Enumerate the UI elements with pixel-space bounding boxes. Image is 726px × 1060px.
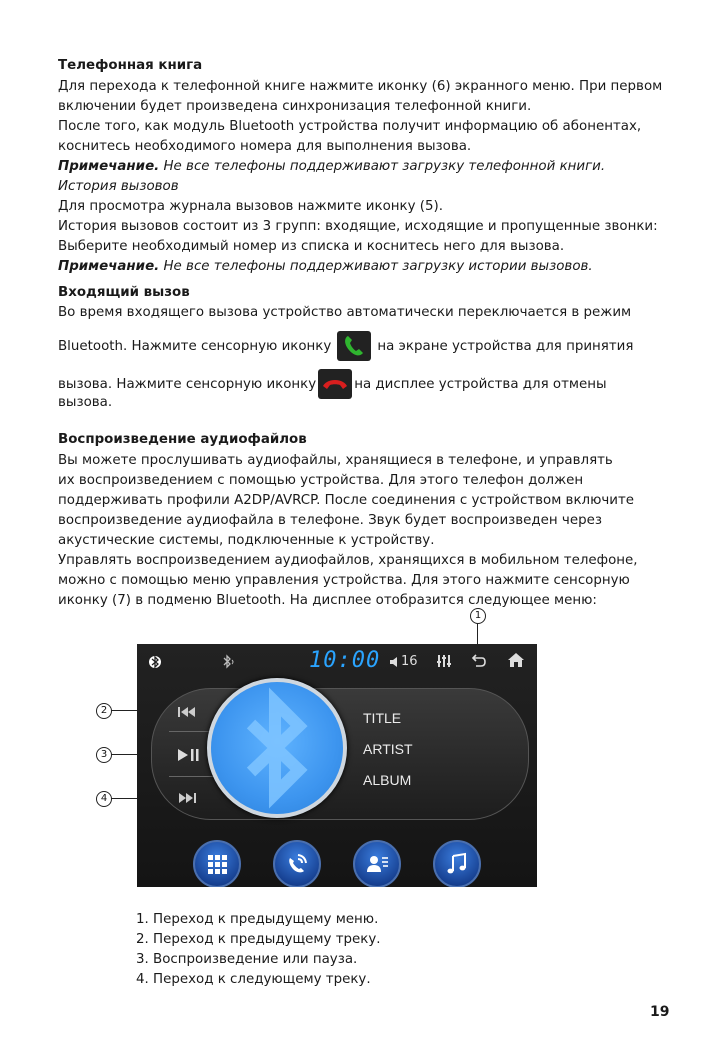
paragraph: Для просмотра журнала вызовов нажмите иконку (5). xyxy=(58,199,444,214)
paragraph: воспроизведение аудиофайла в телефоне. Звук будет воспроизведен через xyxy=(58,513,602,528)
track-artist: ARTIST xyxy=(363,741,413,757)
keypad-icon xyxy=(205,852,229,876)
paragraph: поддерживать профили A2DP/AVRCP. После соединения с устройством включите xyxy=(58,493,635,508)
text: на экране устройства для принятия xyxy=(377,339,634,354)
paragraph: Для перехода к телефонной книге нажмите иконку (6) экранного меню. При первом xyxy=(58,79,663,94)
keypad-button[interactable] xyxy=(193,840,241,887)
accept-call-icon xyxy=(337,331,371,361)
paragraph: можно с помощью меню управления устройства. Для этого нажмите сенсорную xyxy=(58,573,630,588)
legend-item: 2. Переход к предыдущему треку. xyxy=(136,932,381,947)
callout-1: 1 xyxy=(470,608,486,624)
text: на дисплее устройства для отмены xyxy=(354,377,607,392)
contacts-button[interactable] xyxy=(353,840,401,887)
call-log-button[interactable] xyxy=(273,840,321,887)
album-art-bluetooth xyxy=(207,678,347,818)
paragraph: Вы можете прослушивать аудиофайлы, хранящиеся в телефоне, и управлять xyxy=(58,453,613,468)
paragraph: После того, как модуль Bluetooth устройства получит информацию об абонентах, xyxy=(58,119,642,134)
paragraph: История вызовов состоит из 3 групп: входящие, исходящие и пропущенные звонки: xyxy=(58,219,658,234)
legend-item: 4. Переход к следующему треку. xyxy=(136,972,371,987)
play-pause-icon[interactable] xyxy=(177,748,199,762)
page-number: 19 xyxy=(650,1004,670,1020)
paragraph: Управлять воспроизведением аудиофайлов, хранящихся в мобильном телефоне, xyxy=(58,553,638,568)
paragraph-accept xyxy=(58,331,633,362)
text: Bluetooth. Нажмите сенсорную иконку xyxy=(58,339,332,354)
note xyxy=(58,257,593,278)
back-icon[interactable] xyxy=(470,653,486,669)
note-text: Не все телефоны поддерживают загрузку телефонной книги. xyxy=(159,159,606,174)
legend-item: 3. Воспроизведение или пауза. xyxy=(136,952,358,967)
track-album: ALBUM xyxy=(363,772,412,788)
bluetooth-logo-icon xyxy=(211,682,343,814)
callout-3: 3 xyxy=(96,747,112,763)
callout-2: 2 xyxy=(96,703,112,719)
note xyxy=(58,157,605,178)
heading-audio-playback: Воспроизведение аудиофайлов xyxy=(58,432,307,447)
paragraph-decline xyxy=(58,369,607,400)
paragraph: акустические системы, подключенные к устройству. xyxy=(58,533,435,548)
heading-phonebook: Телефонная книга xyxy=(58,58,203,73)
paragraph: коснитесь необходимого номера для выполнения вызова. xyxy=(58,139,472,154)
bluetooth-icon xyxy=(149,654,161,670)
bluetooth-audio-icon xyxy=(221,654,237,670)
status-bar xyxy=(137,644,537,678)
subheading-call-history: История вызовов xyxy=(58,179,179,194)
contacts-icon xyxy=(365,852,389,876)
device-screen xyxy=(137,644,537,887)
legend-item: 1. Переход к предыдущему меню. xyxy=(136,912,379,927)
paragraph: Выберите необходимый номер из списка и коснитесь него для вызова. xyxy=(58,239,565,254)
previous-icon[interactable] xyxy=(177,706,197,718)
paragraph: их воспроизведением с помощью устройства. Для этого телефон должен xyxy=(58,473,584,488)
clock: 10:00 xyxy=(309,648,381,673)
note-label: Примечание. xyxy=(58,259,160,274)
next-icon[interactable] xyxy=(177,792,197,804)
equalizer-icon[interactable] xyxy=(436,653,452,669)
home-icon[interactable] xyxy=(507,652,525,668)
paragraph: Во время входящего вызова устройство автоматически переключается в режим xyxy=(58,305,632,320)
music-icon xyxy=(445,852,469,876)
text: вызова. Нажмите сенсорную иконку xyxy=(58,377,317,392)
note-text: Не все телефоны поддерживают загрузку истории вызовов. xyxy=(159,259,593,274)
call-log-icon xyxy=(285,852,309,876)
track-title: TITLE xyxy=(363,710,402,726)
heading-incoming-call: Входящий вызов xyxy=(58,285,190,300)
decline-call-icon xyxy=(318,369,352,399)
callout-4: 4 xyxy=(96,791,112,807)
paragraph: иконку (7) в подменю Bluetooth. На дисплее отобразится следующее меню: xyxy=(58,593,597,608)
music-button[interactable] xyxy=(433,840,481,887)
paragraph: вызова. xyxy=(58,395,113,410)
note-label: Примечание. xyxy=(58,159,160,174)
volume-level: 16 xyxy=(401,654,418,669)
paragraph: включении будет произведена синхронизация телефонной книги. xyxy=(58,99,532,114)
